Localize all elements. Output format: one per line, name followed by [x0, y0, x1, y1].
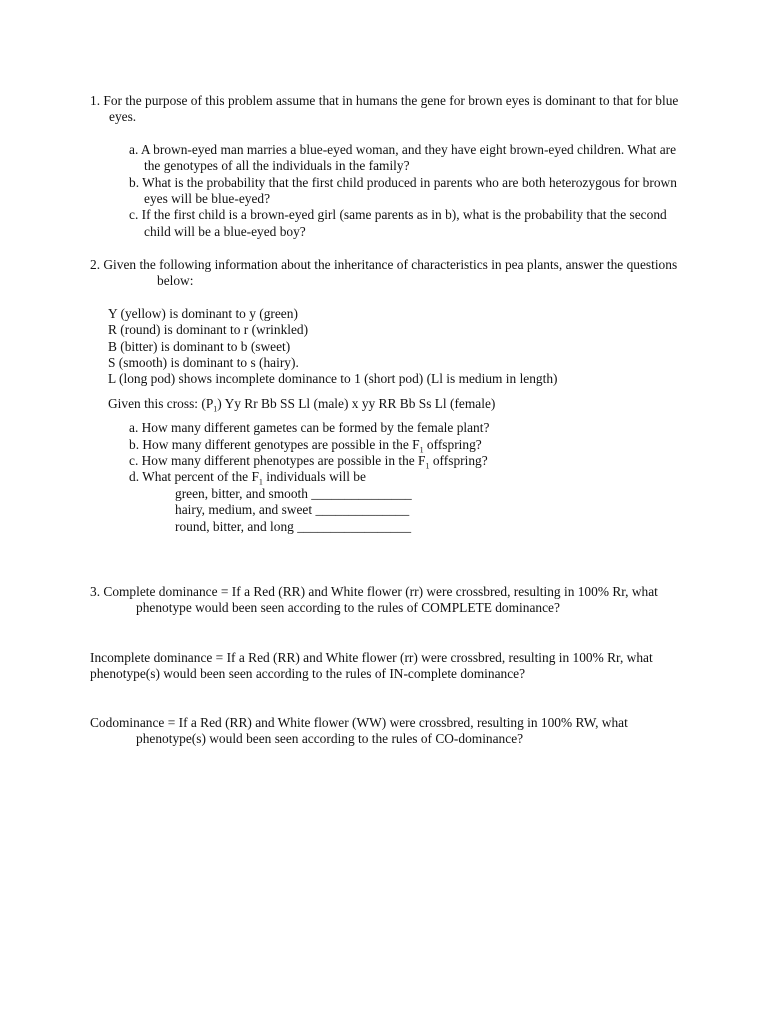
question-2b-sub: 1: [419, 445, 424, 455]
question-2d-item-hairy: hairy, medium, and sweet ______________: [175, 502, 410, 518]
question-1: [90, 93, 690, 240]
question-2-intro: 2. Given the following information about the inheritance of characteristics in pea plants, answer the questions below:: [90, 257, 678, 289]
question-3-codominance: [90, 715, 690, 748]
question-3-complete: [90, 584, 690, 617]
question-2c-sub: 1: [425, 461, 430, 471]
incomplete-dominance-text: Incomplete dominance = If a Red (RR) and White flower (rr) were crossbred, resulting in 100% Rr, what phenotype(s) would been seen according to the rules of IN-complete dominance?: [90, 650, 653, 682]
cross-statement: [108, 396, 690, 412]
question-2c: [108, 453, 690, 469]
codominance-text: Codominance = If a Red (RR) and White flower (WW) were crossbred, resulting in 100% RW, what phenotype(s) would been seen according to the rules of CO-dominance?: [90, 715, 628, 747]
question-2b-end: offspring?: [423, 436, 482, 452]
trait-long-pod: L (long pod) shows incomplete dominance to 1 (short pod) (Ll is medium in length): [108, 371, 558, 387]
question-2b: [108, 437, 690, 453]
question-1b: b. What is the probability that the first child produced in parents who are both heterozygous for brown eyes will be blue-eyed?: [129, 174, 677, 207]
question-1a: a. A brown-eyed man marries a blue-eyed woman, and they have eight brown-eyed children. What are the genotypes of all the individuals in the family?: [129, 141, 677, 174]
trait-smooth: S (smooth) is dominant to s (hairy).: [108, 355, 299, 371]
question-2d-text: d. What percent of the F: [129, 469, 259, 485]
question-2d-end: individuals will be: [262, 469, 366, 485]
question-1c: c. If the first child is a brown-eyed girl (same parents as in b), what is the probability that the second child will be a blue-eyed boy?: [129, 207, 667, 239]
cross-generation-sub: 1: [213, 404, 218, 414]
cross-prefix: Given this cross: (P: [108, 395, 214, 411]
question-2d-item-green: green, bitter, and smooth _______________: [175, 485, 412, 501]
trait-bitter: B (bitter) is dominant to b (sweet): [108, 338, 291, 354]
trait-round: R (round) is dominant to r (wrinkled): [108, 322, 309, 338]
question-2d: [108, 469, 690, 488]
question-2c-text: c. How many different phenotypes are possible in the F: [129, 453, 426, 469]
question-2d-item-round: round, bitter, and long _________________: [175, 518, 412, 534]
question-2d-sub: 1: [258, 478, 263, 488]
cross-genotypes: ) Yy Rr Bb SS Ll (male) x yy RR Bb Ss Ll (female): [217, 395, 496, 411]
question-2a: a. How many different gametes can be formed by the female plant?: [129, 420, 490, 436]
complete-dominance-text: 3. Complete dominance = If a Red (RR) and White flower (rr) were crossbred, resulting in 100% Rr, what phenotype would been seen according to the rules of COMPLETE dominance?: [90, 584, 658, 616]
trait-yellow: Y (yellow) is dominant to y (green): [108, 305, 298, 321]
question-3-incomplete: [90, 650, 690, 683]
question-2d-items: [108, 486, 690, 535]
question-2: [90, 257, 690, 535]
question-2b-text: b. How many different genotypes are possible in the F: [129, 436, 420, 452]
question-2c-end: offspring?: [429, 453, 488, 469]
question-1-intro: 1. For the purpose of this problem assume that in humans the gene for brown eyes is dominant to that for blue eyes.: [90, 93, 679, 125]
trait-list: [108, 306, 690, 388]
